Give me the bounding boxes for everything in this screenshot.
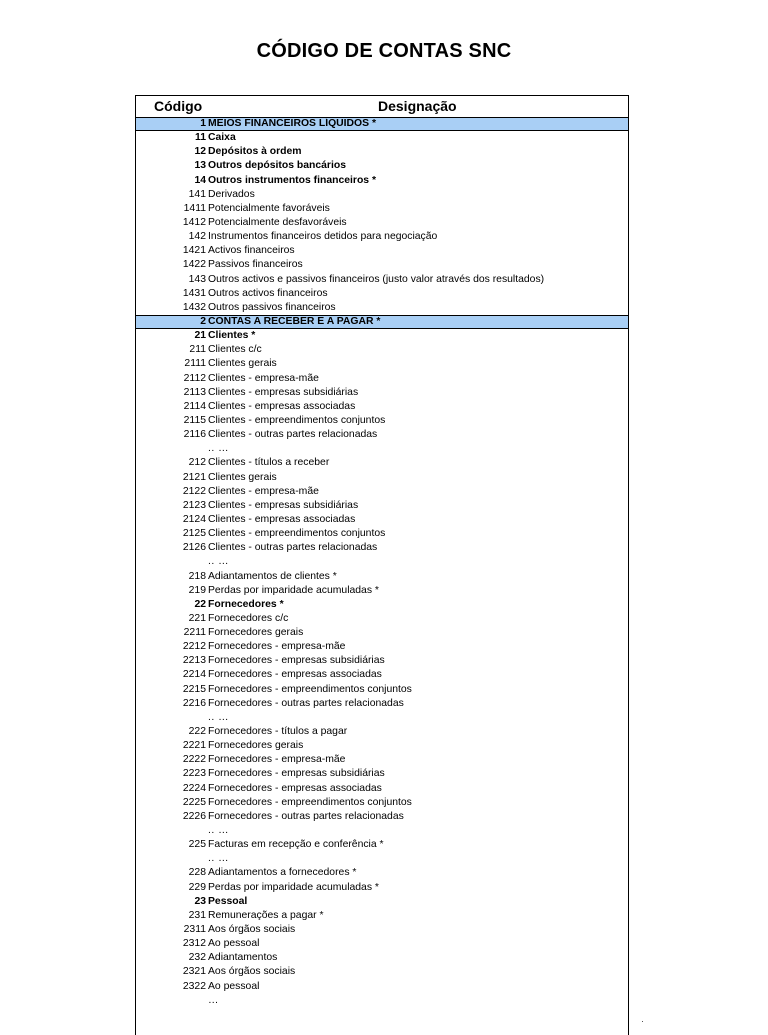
account-code: 2126 <box>182 542 206 554</box>
account-designation: Fornecedores - empresas subsidiárias <box>208 655 385 667</box>
account-designation: Clientes - empreendimentos conjuntos <box>208 528 386 540</box>
account-designation: .. … <box>208 443 230 455</box>
table-row <box>136 866 628 880</box>
account-code: 211 <box>189 344 206 356</box>
table-row <box>136 216 628 230</box>
account-code: 2215 <box>182 683 206 695</box>
account-designation: Fornecedores gerais <box>208 740 304 752</box>
account-designation: Clientes - empresa-mãe <box>208 485 319 497</box>
table-row <box>136 357 628 371</box>
table-row <box>136 202 628 216</box>
table-body <box>136 117 628 1008</box>
table-row <box>136 456 628 470</box>
account-designation: Potencialmente favoráveis <box>208 202 330 214</box>
account-designation: Clientes - empresas associadas <box>208 400 356 412</box>
account-designation: Outros activos financeiros <box>208 287 328 299</box>
account-designation: CONTAS A RECEBER E A PAGAR * <box>208 315 381 327</box>
table-row <box>136 838 628 852</box>
account-designation: Fornecedores - títulos a pagar <box>208 726 348 738</box>
account-code: 232 <box>188 952 206 964</box>
table-row <box>136 343 628 357</box>
section-row <box>136 117 628 131</box>
account-designation: Aos órgãos sociais <box>208 924 296 936</box>
table-row <box>136 258 628 272</box>
table-row <box>136 131 628 145</box>
account-code: 2212 <box>182 641 206 653</box>
account-designation: Outros passivos financeiros <box>208 301 336 313</box>
table-row <box>136 570 628 584</box>
account-code: 14 <box>194 174 206 186</box>
account-designation: Clientes - outras partes relacionadas <box>208 542 378 554</box>
account-designation: .. … <box>208 853 230 865</box>
table-header <box>136 96 628 117</box>
account-code: 212 <box>188 457 206 469</box>
account-designation: Perdas por imparidade acumuladas * <box>208 584 379 596</box>
table-row <box>136 499 628 513</box>
account-code: 2114 <box>183 400 206 412</box>
table-row <box>136 852 628 866</box>
account-designation: Adiantamentos a fornecedores * <box>208 867 357 879</box>
column-header-code: Código <box>154 98 203 114</box>
account-code: 2124 <box>182 513 206 525</box>
account-code: 2211 <box>183 627 206 639</box>
account-designation: .. … <box>208 556 230 568</box>
table-row <box>136 230 628 244</box>
account-designation: Adiantamentos <box>208 952 278 964</box>
table-row <box>136 244 628 258</box>
account-designation: Ao pessoal <box>208 980 260 992</box>
table-row <box>136 485 628 499</box>
account-designation: Remunerações a pagar * <box>208 909 324 921</box>
account-code: 2312 <box>182 938 206 950</box>
table-row <box>136 598 628 612</box>
account-code: 2115 <box>183 414 206 426</box>
table-row <box>136 640 628 654</box>
account-designation: Depósitos à ordem <box>208 146 302 158</box>
account-designation: Fornecedores - empresas associadas <box>208 782 382 794</box>
account-designation: MEIOS FINANCEIROS LÍQUIDOS * <box>208 118 376 129</box>
table-row <box>136 555 628 569</box>
account-designation: Perdas por imparidade acumuladas * <box>208 881 379 893</box>
account-code: 12 <box>194 146 206 158</box>
table-row <box>136 810 628 824</box>
account-designation: Derivados <box>208 188 255 200</box>
account-code: 2123 <box>182 499 206 511</box>
account-code: 2224 <box>182 782 206 794</box>
table-row <box>136 796 628 810</box>
account-designation: Pessoal <box>208 895 248 907</box>
account-designation: Fornecedores - outras partes relacionadas <box>208 810 404 822</box>
page-corner-mark: · <box>641 1016 644 1026</box>
table-row <box>136 626 628 640</box>
table-row <box>136 329 628 343</box>
account-code: 229 <box>188 881 206 893</box>
account-code: 143 <box>188 273 206 285</box>
table-row <box>136 711 628 725</box>
table-row <box>136 909 628 923</box>
account-designation: Fornecedores * <box>208 598 284 610</box>
table-row <box>136 951 628 965</box>
section-row <box>136 315 628 329</box>
account-designation: Clientes gerais <box>208 471 277 483</box>
account-designation: .. … <box>208 711 230 723</box>
table-row <box>136 372 628 386</box>
account-code: 2222 <box>182 754 206 766</box>
table-row <box>136 513 628 527</box>
table-row <box>136 923 628 937</box>
account-designation: Clientes - títulos a receber <box>208 457 330 469</box>
account-code: 11 <box>195 132 206 144</box>
account-code: 22 <box>194 598 206 610</box>
account-code: 21 <box>194 330 206 342</box>
account-code: 2121 <box>182 471 206 483</box>
table-row <box>136 386 628 400</box>
table-row <box>136 881 628 895</box>
account-code: 2226 <box>182 810 206 822</box>
account-designation: Fornecedores - outras partes relacionadas <box>208 697 404 709</box>
table-row <box>136 654 628 668</box>
account-designation: Instrumentos financeiros detidos para negociação <box>208 231 438 243</box>
table-row <box>136 612 628 626</box>
account-code: 1431 <box>182 287 206 299</box>
account-designation: Clientes - empreendimentos conjuntos <box>208 414 386 426</box>
accounts-table <box>135 95 629 1035</box>
table-row <box>136 471 628 485</box>
account-code: 13 <box>194 160 206 172</box>
table-row <box>136 188 628 202</box>
table-row <box>136 980 628 994</box>
account-code: 2 <box>200 315 206 327</box>
account-code: 1421 <box>182 245 206 257</box>
table-row <box>136 442 628 456</box>
account-code: 2225 <box>182 796 206 808</box>
table-row <box>136 428 628 442</box>
table-row <box>136 527 628 541</box>
account-code: 1422 <box>182 259 206 271</box>
account-code: 2122 <box>182 485 206 497</box>
account-code: 2112 <box>183 372 206 384</box>
account-code: 218 <box>188 570 206 582</box>
account-designation: Outros instrumentos financeiros * <box>208 174 377 186</box>
table-row <box>136 965 628 979</box>
account-designation: Potencialmente desfavoráveis <box>208 216 347 228</box>
account-designation: Fornecedores gerais <box>208 627 304 639</box>
account-code: 231 <box>188 909 206 921</box>
table-row <box>136 273 628 287</box>
page-title: CÓDIGO DE CONTAS SNC <box>256 40 512 62</box>
account-designation: Fornecedores - empresas associadas <box>208 669 382 681</box>
account-designation: Fornecedores - empresas subsidiárias <box>208 768 385 780</box>
account-code: 1 <box>200 118 206 129</box>
table-row <box>136 782 628 796</box>
account-designation: Clientes * <box>208 330 256 342</box>
account-designation: Clientes gerais <box>208 358 277 370</box>
account-code: 225 <box>188 839 206 851</box>
table-row <box>136 414 628 428</box>
table-row <box>136 697 628 711</box>
account-designation: Clientes - outras partes relacionadas <box>208 429 378 441</box>
account-code: 142 <box>188 231 206 243</box>
table-row <box>136 287 628 301</box>
account-designation: Clientes - empresa-mãe <box>208 372 319 384</box>
table-row <box>136 301 628 315</box>
table-row <box>136 584 628 598</box>
account-designation: Fornecedores - empresa-mãe <box>208 754 346 766</box>
account-code: 1412 <box>182 216 206 228</box>
account-code: 221 <box>188 612 206 624</box>
account-designation: Fornecedores - empreendimentos conjuntos <box>208 683 412 695</box>
account-code: 2321 <box>182 966 206 978</box>
account-code: 23 <box>194 895 206 907</box>
account-code: 2223 <box>182 768 206 780</box>
account-code: 2116 <box>183 429 206 441</box>
account-code: 1411 <box>183 202 206 214</box>
table-row <box>136 159 628 173</box>
table-row <box>136 683 628 697</box>
account-designation: Activos financeiros <box>208 245 295 257</box>
account-code: 2125 <box>182 528 206 540</box>
account-code: 2111 <box>184 358 206 370</box>
account-designation: Fornecedores - empreendimentos conjuntos <box>208 796 412 808</box>
account-designation: Clientes - empresas subsidiárias <box>208 386 359 398</box>
account-designation: Outros depósitos bancários <box>208 160 346 172</box>
account-designation: Clientes - empresas subsidiárias <box>208 499 359 511</box>
account-designation: Outros activos e passivos financeiros (justo valor através dos resultados) <box>208 273 545 285</box>
table-row <box>136 767 628 781</box>
account-code: 2113 <box>183 386 206 398</box>
account-designation: Facturas em recepção e conferência * <box>208 839 384 851</box>
account-designation: … <box>208 994 219 1006</box>
account-code: 228 <box>188 867 206 879</box>
account-designation: Adiantamentos de clientes * <box>208 570 337 582</box>
account-designation: Fornecedores c/c <box>208 612 289 624</box>
account-code: 2322 <box>182 980 206 992</box>
account-designation: Ao pessoal <box>208 938 260 950</box>
account-designation: Clientes - empresas associadas <box>208 513 356 525</box>
account-code: 219 <box>188 584 206 596</box>
table-row <box>136 753 628 767</box>
account-code: 2214 <box>182 669 206 681</box>
account-code: 2213 <box>182 655 206 667</box>
table-row <box>136 174 628 188</box>
account-designation: Fornecedores - empresa-mãe <box>208 641 346 653</box>
table-row <box>136 739 628 753</box>
table-row <box>136 400 628 414</box>
account-code: 141 <box>188 188 206 200</box>
account-designation: Passivos financeiros <box>208 259 303 271</box>
table-row <box>136 541 628 555</box>
account-designation: .. … <box>208 825 230 837</box>
table-row <box>136 725 628 739</box>
account-code: 222 <box>188 726 206 738</box>
table-row <box>136 937 628 951</box>
account-code: 1432 <box>182 301 206 313</box>
table-row <box>136 145 628 159</box>
account-designation: Aos órgãos sociais <box>208 966 296 978</box>
table-row <box>136 994 628 1008</box>
account-code: 2221 <box>182 740 206 752</box>
column-header-designation: Designação <box>378 98 457 114</box>
table-row <box>136 824 628 838</box>
account-code: 2311 <box>183 924 206 936</box>
table-row <box>136 668 628 682</box>
account-designation: Caixa <box>208 132 236 144</box>
account-code: 2216 <box>182 697 206 709</box>
table-row <box>136 895 628 909</box>
account-designation: Clientes c/c <box>208 344 262 356</box>
